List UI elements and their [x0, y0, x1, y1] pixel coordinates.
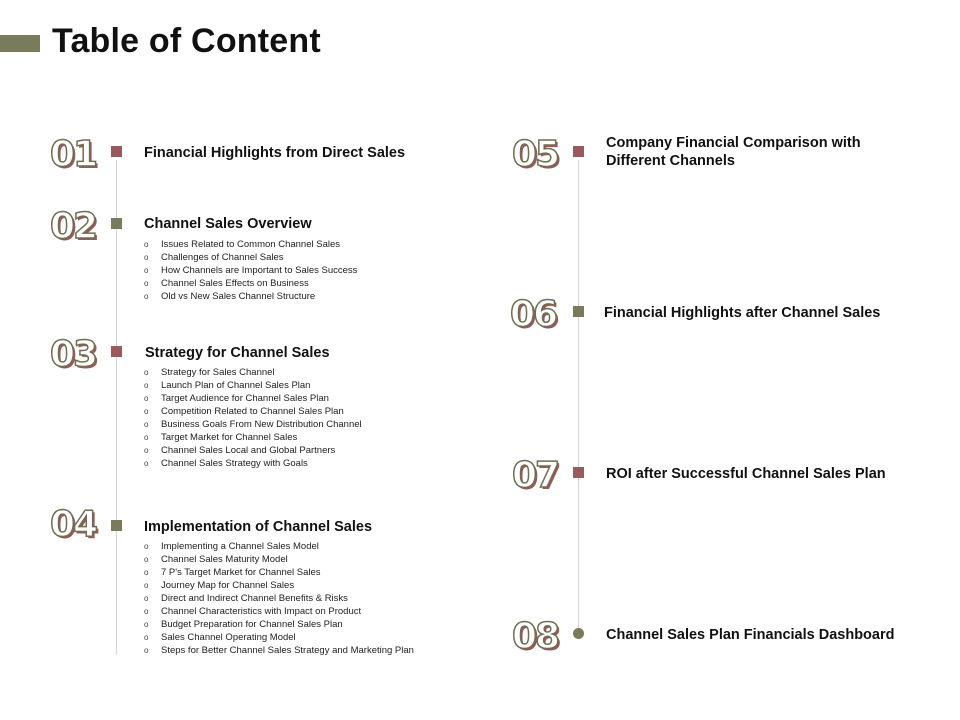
sub-topic-list [144, 366, 362, 470]
circle-bullet-icon: o [144, 542, 149, 551]
square-marker-icon [111, 146, 122, 157]
item-title: Strategy for Channel Sales [145, 345, 330, 361]
circle-bullet-icon: o [144, 594, 149, 603]
square-marker-icon [573, 306, 584, 317]
item-number: 08 [512, 616, 559, 657]
circle-bullet-icon: o [144, 633, 149, 642]
circle-bullet-icon: o [144, 459, 149, 468]
square-marker-icon [111, 346, 122, 357]
circle-bullet-icon: o [144, 555, 149, 564]
circle-bullet-icon: o [144, 279, 149, 288]
list-item: o Target Audience for Channel Sales Plan [144, 393, 329, 404]
item-title: ROI after Successful Channel Sales Plan [606, 466, 886, 482]
circle-bullet-icon: o [144, 292, 149, 301]
item-title-line: Company Financial Comparison with [606, 135, 861, 151]
list-item: o Issues Related to Common Channel Sales [144, 239, 341, 250]
circle-bullet-icon: o [144, 433, 149, 442]
list-item: o Steps for Better Channel Sales Strategy and Marketing Plan [144, 645, 414, 656]
circle-bullet-icon: o [144, 253, 149, 262]
circle-bullet-icon: o [144, 381, 149, 390]
circle-bullet-icon: o [144, 420, 149, 429]
list-item: o Journey Map for Channel Sales [144, 580, 295, 591]
list-item: o Channel Sales Strategy with Goals [144, 458, 308, 469]
list-item: o How Channels are Important to Sales Success [144, 265, 358, 276]
item-title-line: Different Channels [606, 153, 735, 169]
circle-bullet-icon: o [144, 368, 149, 377]
item-number: 04 [50, 504, 97, 545]
list-item: o Target Market for Channel Sales [144, 432, 298, 443]
circle-bullet-icon: o [144, 620, 149, 629]
item-number: 06 [510, 294, 557, 335]
list-item: o Challenges of Channel Sales [144, 252, 284, 263]
list-item: o Competition Related to Channel Sales Plan [144, 406, 344, 417]
sub-topic-list [144, 540, 414, 657]
circle-bullet-icon: o [144, 581, 149, 590]
list-item: o Channel Characteristics with Impact on Product [144, 606, 362, 617]
list-item: o Channel Sales Maturity Model [144, 554, 288, 565]
item-number: 03 [50, 334, 97, 375]
left-timeline-line [116, 160, 117, 655]
square-marker-icon [573, 467, 584, 478]
right-timeline-line [578, 160, 579, 635]
circle-bullet-icon: o [144, 407, 149, 416]
item-title: Channel Sales Overview [144, 216, 312, 232]
item-number: 05 [512, 134, 559, 175]
circle-bullet-icon: o [144, 394, 149, 403]
circle-bullet-icon: o [144, 607, 149, 616]
list-item: o 7 P's Target Market for Channel Sales [144, 567, 321, 578]
item-title: Implementation of Channel Sales [144, 519, 373, 535]
item-title: Channel Sales Plan Financials Dashboard [606, 627, 895, 643]
sub-topic-list [144, 238, 357, 303]
circle-bullet-icon: o [144, 646, 149, 655]
list-item: o Channel Sales Local and Global Partners [144, 445, 336, 456]
item-title: Financial Highlights from Direct Sales [144, 145, 406, 161]
list-item: o Channel Sales Effects on Business [144, 278, 309, 289]
square-marker-icon [573, 146, 584, 157]
list-item: o Old vs New Sales Channel Structure [144, 291, 316, 302]
list-item: o Business Goals From New Distribution Channel [144, 419, 362, 430]
list-item: o Sales Channel Operating Model [144, 632, 296, 643]
item-title: Financial Highlights after Channel Sales [604, 305, 881, 321]
item-number: 01 [50, 134, 97, 175]
page-title: Table of Content [52, 22, 321, 60]
circle-bullet-icon: o [144, 240, 149, 249]
square-marker-icon [111, 520, 122, 531]
list-item: o Strategy for Sales Channel [144, 367, 275, 378]
square-marker-icon [111, 218, 122, 229]
circle-bullet-icon: o [144, 266, 149, 275]
list-item: o Implementing a Channel Sales Model [144, 541, 319, 552]
list-item: o Direct and Indirect Channel Benefits & Risks [144, 593, 348, 604]
item-title [606, 134, 861, 170]
circle-bullet-icon: o [144, 568, 149, 577]
title-accent-bar [0, 35, 40, 52]
item-number: 07 [512, 455, 559, 496]
circle-bullet-icon: o [144, 446, 149, 455]
item-number: 02 [50, 206, 97, 247]
circle-marker-icon [573, 628, 584, 639]
list-item: o Budget Preparation for Channel Sales Plan [144, 619, 343, 630]
list-item: o Launch Plan of Channel Sales Plan [144, 380, 311, 391]
